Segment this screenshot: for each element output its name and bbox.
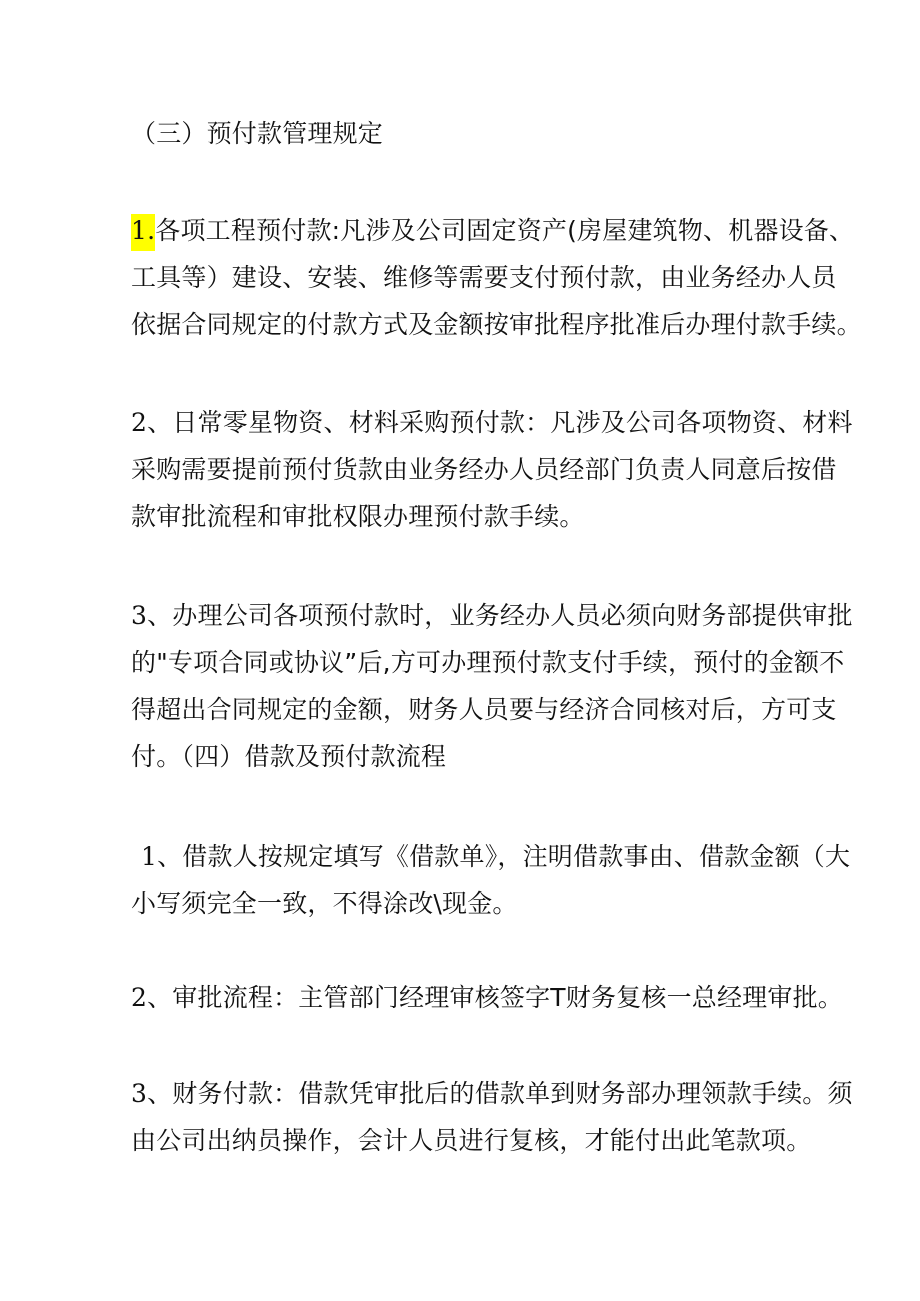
item-number: 2 <box>131 983 148 1012</box>
paragraph-line: 款审批流程和审批权限办理预付款手续。 <box>131 502 585 531</box>
item-number-highlighted: 1. <box>131 214 155 251</box>
paragraph-line: 的"专项合同或协议”后,方可办理预付款支付手续，预付的金额不 <box>131 648 845 677</box>
paragraph-line: 、借款人按规定填写《借款单》，注明借款事由、借款金额（大 <box>157 842 851 871</box>
paragraph-line: 工具等）建设、安装、维修等需要支付预付款，由业务经办人员 <box>131 263 837 292</box>
paragraph-line: 各项工程预付款:凡涉及公司固定资产(房屋建筑物、机器设备、 <box>155 216 855 245</box>
paragraph-line: 依据合同规定的付款方式及金额按审批程序批准后办理付款手续。 <box>131 310 862 339</box>
item-number: 1 <box>141 842 158 871</box>
paragraph-line: 、审批流程：主管部门经理审核签字T财务复核一总经理审批。 <box>147 983 843 1012</box>
paragraph-line: 付。（四）借款及预付款流程 <box>131 742 447 771</box>
paragraph-item-2 <box>131 399 853 540</box>
section-heading-prepayment <box>131 110 791 157</box>
item-number: 3 <box>131 601 148 630</box>
paragraph-line: 采购需要提前预付货款由业务经办人员经部门负责人同意后按借 <box>131 455 837 484</box>
paragraph-line: 由公司出纳员操作，会计人员进行复核，才能付出此笔款项。 <box>131 1126 812 1155</box>
paragraph-line: 、日常零星物资、材料采购预付款：凡涉及公司各项物资、材料 <box>147 408 853 437</box>
paragraph-line: 、办理公司各项预付款时，业务经办人员必须向财务部提供审批 <box>147 601 853 630</box>
paragraph-loan-3 <box>131 1070 853 1164</box>
paragraph-item-3 <box>131 592 853 780</box>
paragraph-line: 得超出合同规定的金额，财务人员要与经济合同核对后，方可支 <box>131 695 837 724</box>
paragraph-line: 小写须完全一致，不得涂改\现金。 <box>131 889 518 918</box>
paragraph-loan-2 <box>131 974 843 1021</box>
paragraph-item-1 <box>131 207 862 348</box>
item-number: 3 <box>131 1079 148 1108</box>
paragraph-loan-1 <box>131 833 851 927</box>
item-number: 2 <box>131 408 148 437</box>
section-title: （三）预付款管理规定 <box>131 119 384 148</box>
paragraph-line: 、财务付款：借款凭审批后的借款单到财务部办理领款手续。须 <box>147 1079 853 1108</box>
